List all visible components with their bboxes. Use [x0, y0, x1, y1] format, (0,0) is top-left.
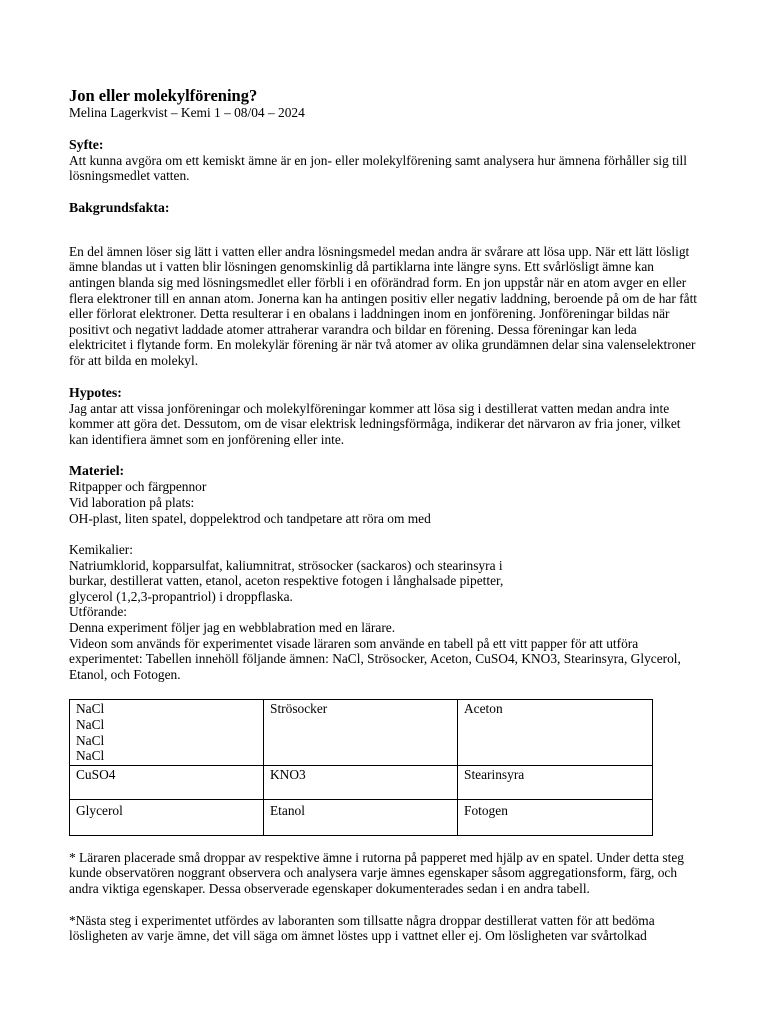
table-row: [70, 765, 653, 799]
materiel-heading: Materiel:: [69, 463, 125, 479]
utforande-line: Videon som används för experimentet visade läraren som använde en tabell på ett vitt papper för att utföra experimentet: Tabellen innehöll följande ämnen: NaCl, Strösocker, Aceton, CuSO4, KNO3, Stearinsyra, Glycerol, Etanol, och Fotogen.: [69, 635, 681, 682]
table-cell: CuSO4: [70, 765, 264, 799]
syfte-text: Att kunna avgöra om ett kemiskt ämne är en jon- eller molekylförening samt analysera hur ämnena förhåller sig till lösningsmedlet vatten.: [69, 152, 688, 184]
table-cell: Glycerol: [70, 799, 264, 835]
materiel-line: OH-plast, liten spatel, doppelektrod och tandpetare att röra om med: [69, 510, 431, 526]
kemikalier-line: burkar, destillerat vatten, etanol, aceton respektive fotogen i långhalsade pipetter,: [69, 573, 504, 589]
document-title: Jon eller molekylförening?: [69, 86, 258, 105]
table-row: [70, 799, 653, 835]
utforande-line: Denna experiment följer jag en webblabration med en lärare.: [69, 620, 396, 636]
document-page: [69, 86, 705, 944]
procedure-note: *Nästa steg i experimentet utfördes av laboranten som tillsatte några droppar destillerat vatten för att bedöma lösligheten av varje ämne, det vill säga om ämnet löstes upp i vattnet eller ej. Om lösligheten var svårtolkad: [69, 912, 655, 944]
materiel-line: Vid laboration på plats:: [69, 494, 195, 510]
table-cell: Etanol: [264, 799, 458, 835]
bakgrund-text: En del ämnen löser sig lätt i vatten eller andra lösningsmedel medan andra är svårare att lösa upp. När ett lätt lösligt ämne blandas ut i vatten blir lösningen genomskinlig då partiklarna inte längre syns. Ett svårlösligt ämne kan antingen blanda sig med lösningsmedlet eller förbli i en oförändrad form. En jon uppstår när en atom avger en eller flera elektroner till en annan atom. Jonerna kan ha antingen positiv eller negativ laddning, beroende på om de har fått eller förlorat elektroner. Detta resulterar i en obalans i laddningen inom en jonförening. Jonföreningar bildas när positivt och negativt laddade atomer attraherar varandra och bildar en förening. Dessa föreningar kan leda elektricitet i flytande form. En molekylär förening är när två atomer av olika grundämnen delar sina valenselektroner för att bilda en molekyl.: [69, 243, 698, 368]
materiel-line: Ritpapper och färgpennor: [69, 479, 207, 495]
table-cell: Strösocker: [264, 700, 458, 765]
table-cell: KNO3: [264, 765, 458, 799]
hypotes-heading: Hypotes:: [69, 384, 122, 400]
substance-table: [69, 699, 653, 835]
utforande-label: Utförande:: [69, 604, 128, 620]
table-cell: Fotogen: [458, 799, 653, 835]
hypotes-text: Jag antar att vissa jonföreningar och molekylföreningar kommer att lösa sig i destillerat vatten medan andra inte kommer att göra det. Dessutom, om de visar elektrisk ledningsförmåga, indikerar det närvaron av fria joner, vilket kan identifiera ämnet som en jonförening eller inte.: [69, 400, 681, 447]
syfte-heading: Syfte:: [69, 136, 104, 152]
byline: Melina Lagerkvist – Kemi 1 – 08/04 – 2024: [69, 105, 305, 120]
procedure-note: * Läraren placerade små droppar av respektive ämne i rutorna på papperet med hjälp av en spatel. Under detta steg kunde observatören noggrant observera och analysera varje ämnes egenskaper såsom aggregationsform, färg, och andra viktiga egenskaper. Dessa observerade egenskaper dokumenterades sedan i en andra tabell.: [69, 849, 684, 896]
table-cell: NaCl NaCl NaCl NaCl: [70, 700, 264, 765]
kemikalier-line: glycerol (1,2,3-propantriol) i droppflaska.: [69, 588, 293, 604]
kemikalier-line: Natriumklorid, kopparsulfat, kaliumnitrat, strösocker (sackaros) och stearinsyra i: [69, 557, 503, 573]
table-cell: Stearinsyra: [458, 765, 653, 799]
table-row: [70, 700, 653, 765]
table-cell: Aceton: [458, 700, 653, 765]
kemikalier-label: Kemikalier:: [69, 542, 133, 558]
bakgrund-heading: Bakgrundsfakta:: [69, 199, 170, 215]
